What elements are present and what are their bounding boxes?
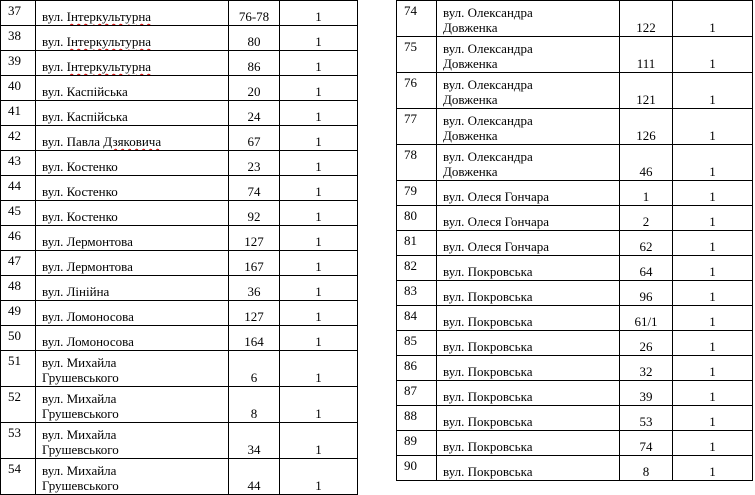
table-row [1,301,358,326]
table-row [1,151,358,176]
table-row [397,109,753,145]
house-number: 127 [229,301,280,326]
table-row [1,201,358,226]
street-name: вул. Покровська [437,356,620,381]
table-row [1,423,358,459]
row-number: 40 [1,76,36,101]
street-name: вул. Лермонтова [36,226,229,251]
street-name-spellcheck: Інтеркультурна [66,34,152,49]
house-number: 39 [620,381,673,406]
table-row [1,126,358,151]
street-name: вул. Покровська [437,381,620,406]
house-number: 8 [229,387,280,423]
quantity: 1 [280,326,358,351]
quantity: 1 [280,176,358,201]
row-number: 39 [1,51,36,76]
house-number: 23 [229,151,280,176]
row-number: 89 [397,431,437,456]
address-table-right [396,0,753,481]
street-name: вул. Покровська [437,331,620,356]
table-row [1,176,358,201]
row-number: 49 [1,301,36,326]
quantity: 1 [673,109,753,145]
quantity: 1 [280,226,358,251]
table-row [397,206,753,231]
quantity: 1 [673,356,753,381]
street-name-line2: Грушевського [42,406,119,421]
street-name: вул. Лермонтова [36,251,229,276]
house-number: 36 [229,276,280,301]
house-number: 8 [620,456,673,481]
table-row [397,306,753,331]
house-number: 74 [620,431,673,456]
street-name [437,1,620,37]
row-number: 47 [1,251,36,276]
house-number: 76-78 [229,1,280,26]
quantity: 1 [673,281,753,306]
street-name-line1: вул. Олександра [443,113,533,128]
street-name: вул. Покровська [437,406,620,431]
street-name: вул. Покровська [437,256,620,281]
table-row [397,281,753,306]
table-row [397,406,753,431]
street-name [36,387,229,423]
house-number: 86 [229,51,280,76]
quantity: 1 [673,1,753,37]
street-name-line2: Грушевського [42,370,119,385]
quantity: 1 [280,51,358,76]
row-number: 74 [397,1,437,37]
street-name-line1: вул. Олександра [443,149,533,164]
street-name [437,37,620,73]
row-number: 42 [1,126,36,151]
house-number: 26 [620,331,673,356]
table-row [397,456,753,481]
table-row [1,251,358,276]
street-name: вул. Покровська [437,281,620,306]
quantity: 1 [673,306,753,331]
row-number: 88 [397,406,437,431]
house-number: 32 [620,356,673,381]
house-number: 96 [620,281,673,306]
street-name: вул. Костенко [36,151,229,176]
row-number: 52 [1,387,36,423]
quantity: 1 [673,456,753,481]
street-name-line1: вул. Олександра [443,77,533,92]
street-name: вул. Олеся Гончара [437,206,620,231]
street-name-line2: Довженка [443,92,498,107]
house-number: 92 [229,201,280,226]
street-name [36,459,229,495]
street-name: вул. Костенко [36,176,229,201]
row-number: 51 [1,351,36,387]
quantity: 1 [673,256,753,281]
street-name [36,423,229,459]
street-name [437,145,620,181]
quantity: 1 [673,145,753,181]
row-number: 87 [397,381,437,406]
street-name: вул. Інтеркультурна [36,51,229,76]
house-number: 1 [620,181,673,206]
street-name: вул. Покровська [437,456,620,481]
street-name: вул. Павла Дзяковича [36,126,229,151]
table-row [1,226,358,251]
quantity: 1 [280,301,358,326]
quantity: 1 [280,101,358,126]
table-row [1,51,358,76]
street-name [437,73,620,109]
house-number: 67 [229,126,280,151]
row-number: 48 [1,276,36,301]
house-number: 20 [229,76,280,101]
quantity: 1 [280,126,358,151]
house-number: 62 [620,231,673,256]
table-row [1,26,358,51]
quantity: 1 [280,26,358,51]
quantity: 1 [673,181,753,206]
street-name: вул. Інтеркультурна [36,26,229,51]
street-name [36,351,229,387]
house-number: 6 [229,351,280,387]
street-name: вул. Костенко [36,201,229,226]
row-number: 44 [1,176,36,201]
street-name-line2: Довженка [443,56,498,71]
row-number: 38 [1,26,36,51]
row-number: 43 [1,151,36,176]
table-row [397,37,753,73]
quantity: 1 [280,459,358,495]
row-number: 46 [1,226,36,251]
row-number: 75 [397,37,437,73]
house-number: 46 [620,145,673,181]
quantity: 1 [673,231,753,256]
street-name: вул. Каспійська [36,101,229,126]
row-number: 78 [397,145,437,181]
row-number: 84 [397,306,437,331]
quantity: 1 [673,406,753,431]
row-number: 80 [397,206,437,231]
row-number: 83 [397,281,437,306]
house-number: 122 [620,1,673,37]
street-name: вул. Ломоносова [36,301,229,326]
quantity: 1 [673,37,753,73]
table-row [1,459,358,495]
quantity: 1 [280,423,358,459]
house-number: 121 [620,73,673,109]
street-name: вул. Каспійська [36,76,229,101]
quantity: 1 [280,251,358,276]
quantity: 1 [673,431,753,456]
table-row [397,181,753,206]
street-name-spellcheck: Інтеркультурна [66,9,152,24]
quantity: 1 [280,351,358,387]
street-name-line2: Довженка [443,20,498,35]
street-name-line2: Довженка [443,164,498,179]
street-name-line2: Грушевського [42,478,119,493]
house-number: 74 [229,176,280,201]
row-number: 37 [1,1,36,26]
street-name: вул. Лінійна [36,276,229,301]
street-name-line1: вул. Михайла [42,355,117,370]
house-number: 2 [620,206,673,231]
house-number: 64 [620,256,673,281]
street-name: вул. Олеся Гончара [437,181,620,206]
table-row [397,73,753,109]
row-number: 77 [397,109,437,145]
row-number: 82 [397,256,437,281]
quantity: 1 [280,1,358,26]
row-number: 86 [397,356,437,381]
house-number: 111 [620,37,673,73]
street-name-line1: вул. Олександра [443,41,533,56]
table-row [1,326,358,351]
house-number: 24 [229,101,280,126]
table-row [397,231,753,256]
street-name-line1: вул. Михайла [42,427,117,442]
street-name-line1: вул. Олександра [443,5,533,20]
quantity: 1 [280,151,358,176]
table-row [1,1,358,26]
house-number: 34 [229,423,280,459]
quantity: 1 [673,381,753,406]
table-row [1,387,358,423]
street-name-line2: Довженка [443,128,498,143]
row-number: 54 [1,459,36,495]
table-row [1,101,358,126]
street-name: вул. Покровська [437,306,620,331]
row-number: 76 [397,73,437,109]
street-name-spellcheck: Дзяковича [103,134,162,149]
house-number: 126 [620,109,673,145]
row-number: 90 [397,456,437,481]
house-number: 167 [229,251,280,276]
house-number: 53 [620,406,673,431]
quantity: 1 [280,201,358,226]
street-name-line1: вул. Михайла [42,391,117,406]
row-number: 53 [1,423,36,459]
house-number: 44 [229,459,280,495]
table-row [397,1,753,37]
table-row [1,76,358,101]
quantity: 1 [280,276,358,301]
row-number: 79 [397,181,437,206]
house-number: 127 [229,226,280,251]
street-name-spellcheck: Інтеркультурна [66,59,152,74]
table-row [397,356,753,381]
table-row [397,431,753,456]
row-number: 45 [1,201,36,226]
table-row [1,351,358,387]
quantity: 1 [673,206,753,231]
row-number: 41 [1,101,36,126]
table-row [397,256,753,281]
table-row [397,145,753,181]
street-name-line2: Грушевського [42,442,119,457]
address-table-left [0,0,358,495]
row-number: 81 [397,231,437,256]
street-name-line1: вул. Михайла [42,463,117,478]
table-row [1,276,358,301]
street-name [437,109,620,145]
table-row [397,381,753,406]
quantity: 1 [673,73,753,109]
house-number: 61/1 [620,306,673,331]
quantity: 1 [280,76,358,101]
quantity: 1 [673,331,753,356]
table-row [397,331,753,356]
street-name: вул. Олеся Гончара [437,231,620,256]
row-number: 85 [397,331,437,356]
row-number: 50 [1,326,36,351]
quantity: 1 [280,387,358,423]
street-name: вул. Покровська [437,431,620,456]
house-number: 164 [229,326,280,351]
street-name: вул. Інтеркультурна [36,1,229,26]
house-number: 80 [229,26,280,51]
street-name: вул. Ломоносова [36,326,229,351]
